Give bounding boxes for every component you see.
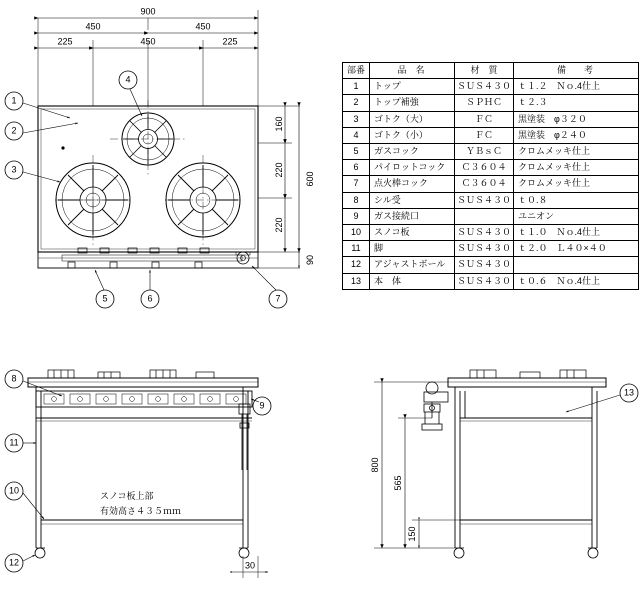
cell-name: シル受 <box>370 192 455 208</box>
table-row <box>343 241 639 257</box>
cell-remark: ユニオン <box>514 208 639 224</box>
cell-no: 10 <box>343 225 370 241</box>
cell-material: ＳＵＳ４３０ <box>455 241 514 257</box>
table-row <box>343 95 639 111</box>
dim-225-left: 225 <box>57 36 73 47</box>
dim-half-width-left: 450 <box>85 21 101 32</box>
cell-name: トップ <box>370 79 455 95</box>
cell-material: ＳＵＳ４３０ <box>455 79 514 95</box>
balloon-12: 12 <box>8 557 20 568</box>
dim-overall-depth: 600 <box>305 171 315 187</box>
balloon-6: 6 <box>147 293 153 304</box>
dim-height-565: 565 <box>393 475 403 491</box>
note-line-2: 有効高さ４３５ｍｍ <box>100 506 182 516</box>
cell-no: 9 <box>343 208 370 224</box>
cell-material: ＹＢｓＣ <box>455 144 514 160</box>
cell-no: 1 <box>343 79 370 95</box>
cell-material: Ｃ３６０４ <box>455 160 514 176</box>
cell-material: ＳＵＳ４３０ <box>455 257 514 273</box>
cell-name: アジャストボール <box>370 257 455 273</box>
cell-remark <box>514 257 639 273</box>
cell-no: 2 <box>343 95 370 111</box>
balloon-11: 11 <box>9 437 19 448</box>
cell-name: 脚 <box>370 241 455 257</box>
cell-remark: ｔ２.３ <box>514 95 639 111</box>
cell-remark: クロムメッキ仕上 <box>514 176 639 192</box>
balloon-5: 5 <box>102 293 108 304</box>
cell-name: スノコ板 <box>370 225 455 241</box>
cell-no: 11 <box>343 241 370 257</box>
cell-remark: 黒塗装 φ３２０ <box>514 111 639 127</box>
table-row <box>343 144 639 160</box>
cell-no: 3 <box>343 111 370 127</box>
cell-no: 6 <box>343 160 370 176</box>
dim-height-150: 150 <box>407 526 417 542</box>
balloon-1: 1 <box>11 95 17 106</box>
cell-remark: クロムメッキ仕上 <box>514 160 639 176</box>
parts-table <box>342 62 639 290</box>
cell-no: 7 <box>343 176 370 192</box>
cell-remark: ｔ１.０ Ｎｏ.4仕上 <box>514 225 639 241</box>
cell-remark: ｔ０.８ <box>514 192 639 208</box>
cell-no: 13 <box>343 273 370 289</box>
cell-name: トップ補強 <box>370 95 455 111</box>
table-row <box>343 79 639 95</box>
table-row <box>343 111 639 127</box>
table-row <box>343 176 639 192</box>
dim-height-800: 800 <box>370 457 380 473</box>
table-row <box>343 225 639 241</box>
dim-skirt-90: 90 <box>305 254 315 266</box>
table-row <box>343 273 639 289</box>
cell-name: 点火棒コック <box>370 176 455 192</box>
cell-remark: 黒塗装 φ２４０ <box>514 127 639 143</box>
balloon-13: 13 <box>623 387 635 398</box>
cell-material: ＦＣ <box>455 127 514 143</box>
table-row <box>343 160 639 176</box>
cell-remark: ｔ２.０ Ｌ４０×４０ <box>514 241 639 257</box>
dim-half-width-right: 450 <box>195 21 211 32</box>
dim-overall-width: 900 <box>140 6 156 17</box>
header-material: 材 質 <box>455 63 514 79</box>
balloon-9: 9 <box>259 400 265 411</box>
dim-225-right: 225 <box>222 36 238 47</box>
cell-material <box>455 208 514 224</box>
table-row <box>343 192 639 208</box>
header-name: 品 名 <box>370 63 455 79</box>
balloon-10: 10 <box>8 485 20 496</box>
balloon-3: 3 <box>11 164 17 175</box>
cell-material: ＳＵＳ４３０ <box>455 192 514 208</box>
cell-name: ガスコック <box>370 144 455 160</box>
cell-remark: ｔ０.６ Ｎｏ.4仕上 <box>514 273 639 289</box>
cell-material: ＳＵＳ４３０ <box>455 273 514 289</box>
cell-name: 本 体 <box>370 273 455 289</box>
cell-material: ＳＵＳ４３０ <box>455 225 514 241</box>
cell-no: 4 <box>343 127 370 143</box>
balloon-2: 2 <box>11 125 17 136</box>
note-line-1: スノコ板上部 <box>100 491 154 501</box>
dim-depth-220-a: 220 <box>274 162 284 178</box>
header-remark: 備 考 <box>514 63 639 79</box>
cell-name: ゴトク（大） <box>370 111 455 127</box>
cell-remark: クロムメッキ仕上 <box>514 144 639 160</box>
cell-material: Ｃ３６０４ <box>455 176 514 192</box>
cell-material: ＦＣ <box>455 111 514 127</box>
table-row <box>343 257 639 273</box>
balloon-4: 4 <box>125 74 131 85</box>
dim-30: 30 <box>244 560 256 571</box>
balloon-7: 7 <box>275 293 281 304</box>
table-row <box>343 127 639 143</box>
header-no: 部番 <box>343 63 370 79</box>
table-row <box>343 208 639 224</box>
cell-no: 12 <box>343 257 370 273</box>
cell-remark: ｔ１.２ Ｎｏ.4仕上 <box>514 79 639 95</box>
cell-no: 8 <box>343 192 370 208</box>
cell-name: パイロットコック <box>370 160 455 176</box>
cell-material: ＳＰＨＣ <box>455 95 514 111</box>
dim-450-center: 450 <box>140 36 156 47</box>
balloon-8: 8 <box>11 373 17 384</box>
table-header-row <box>343 63 639 79</box>
dim-depth-220-b: 220 <box>274 217 284 233</box>
cell-no: 5 <box>343 144 370 160</box>
cell-name: ゴトク（小） <box>370 127 455 143</box>
cell-name: ガス接続口 <box>370 208 455 224</box>
dim-depth-160: 160 <box>274 116 284 132</box>
